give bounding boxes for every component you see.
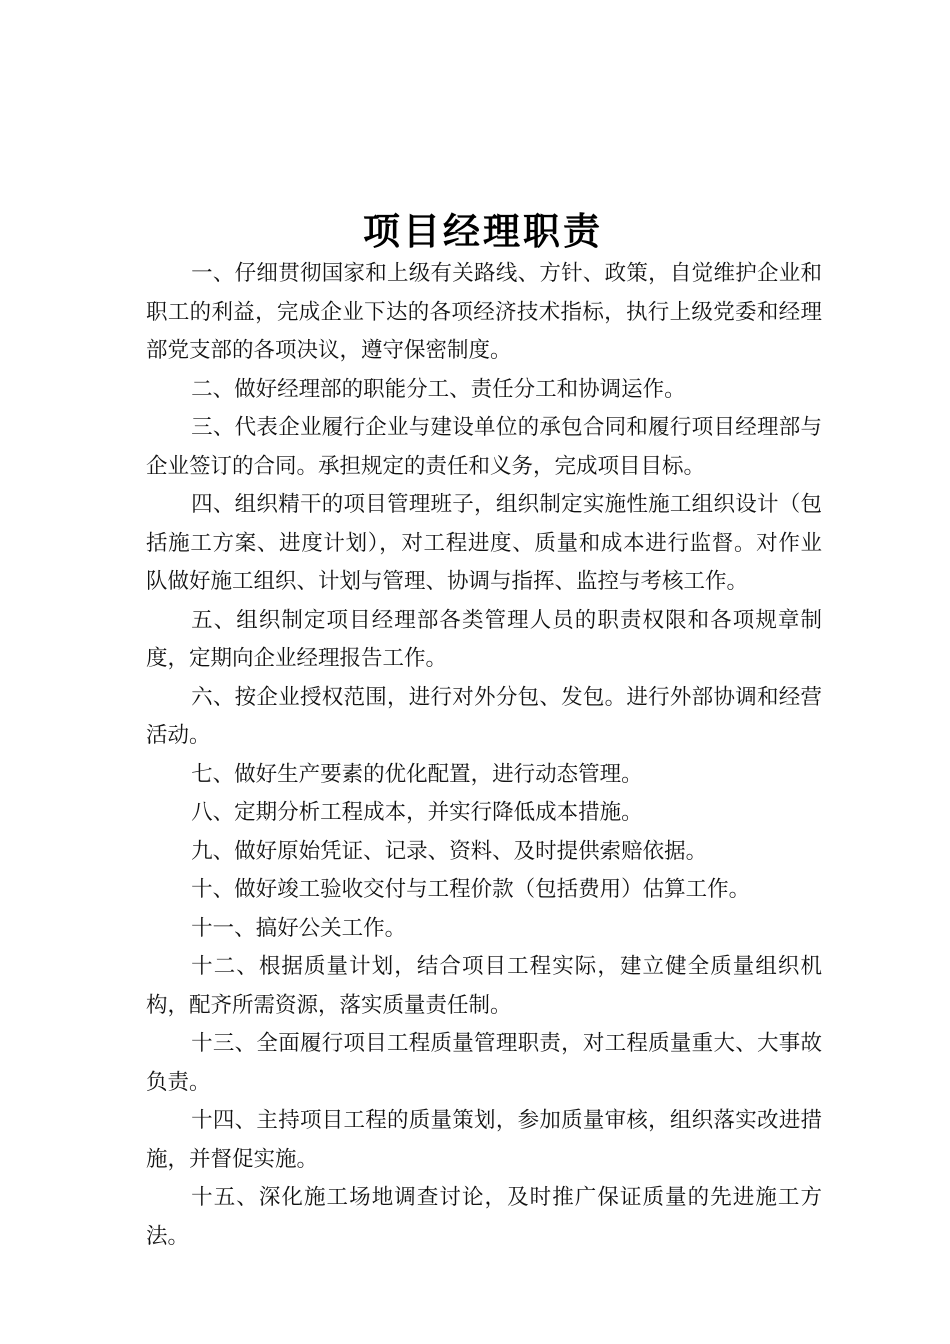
paragraph-15: 十五、深化施工场地调查讨论，及时推广保证质量的先进施工方法。: [146, 1185, 822, 1249]
paragraph-3: 三、代表企业履行企业与建设单位的承包合同和履行项目经理部与企业签订的合同。承担规定的责任和义务，完成项目目标。: [146, 415, 822, 479]
paragraph-4: 四、组织精干的项目管理班子，组织制定实施性施工组织设计（包括施工方案、进度计划），对工程进度、质量和成本进行监督。对作业队做好施工组织、计划与管理、协调与指挥、监控与考核工作。: [146, 492, 822, 594]
paragraph-1: 一、仔细贯彻国家和上级有关路线、方针、政策，自觉维护企业和职工的利益，完成企业下达的各项经济技术指标，执行上级党委和经理部党支部的各项决议，遵守保密制度。: [146, 261, 822, 363]
paragraph-13: 十三、全面履行项目工程质量管理职责，对工程质量重大、大事故负责。: [146, 1031, 822, 1095]
paragraph-11: 十一、搞好公关工作。: [191, 915, 407, 941]
paragraph-9: 九、做好原始凭证、记录、资料、及时提供索赔依据。: [191, 838, 708, 864]
paragraph-6: 六、按企业授权范围，进行对外分包、发包。进行外部协调和经营活动。: [146, 684, 822, 748]
paragraph-8: 八、定期分析工程成本，并实行降低成本措施。: [191, 800, 643, 825]
paragraph-14: 十四、主持项目工程的质量策划，参加质量审核，组织落实改进措施，并督促实施。: [146, 1108, 822, 1172]
paragraph-10: 十、做好竣工验收交付与工程价款（包括费用）估算工作。: [191, 877, 751, 902]
paragraph-2: 二、做好经理部的职能分工、责任分工和协调运作。: [191, 376, 686, 402]
paragraph-7: 七、做好生产要素的优化配置，进行动态管理。: [191, 761, 643, 787]
paragraph-5: 五、组织制定项目经理部各类管理人员的职责权限和各项规章制度，定期向企业经理报告工作。: [146, 607, 822, 671]
paragraph-12: 十二、根据质量计划，结合项目工程实际，建立健全质量组织机构，配齐所需资源，落实质量责任制。: [146, 954, 822, 1018]
document-title: 项目经理职责: [363, 210, 603, 253]
document-body: [146, 255, 822, 1256]
